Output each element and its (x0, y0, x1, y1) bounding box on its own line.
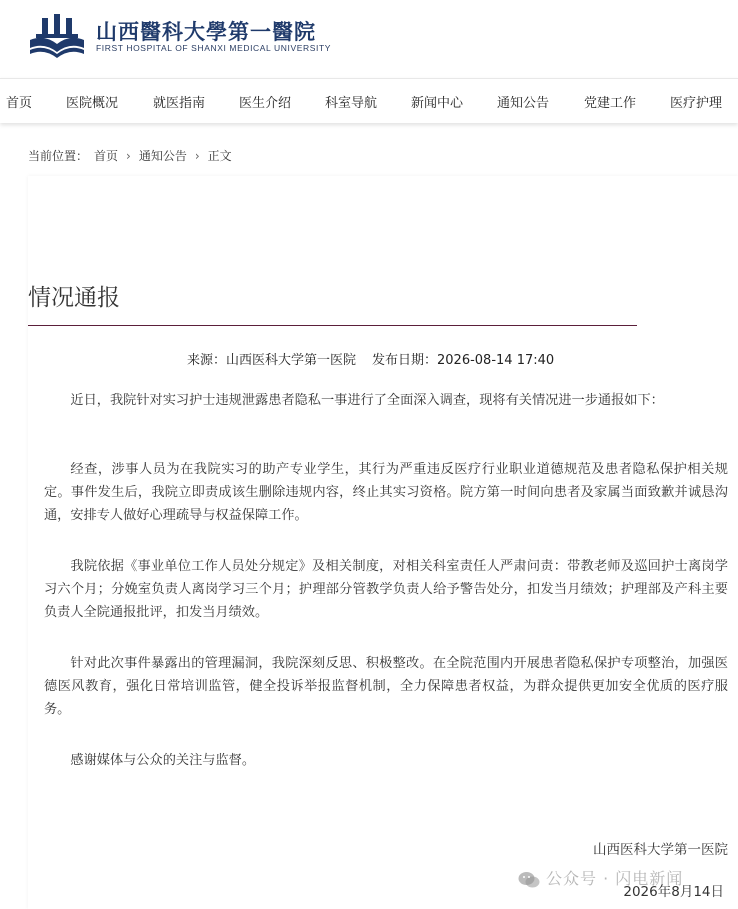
nav-item-party[interactable]: 党建工作 (584, 96, 637, 111)
nav-item-nursing[interactable]: 医疗护理 (670, 96, 723, 111)
article-publish-date: 发布日期：2026-08-14 17:40 (372, 353, 555, 368)
article-sign-date: 2026年8月14日 (623, 884, 724, 900)
breadcrumb (28, 147, 232, 164)
article-source: 来源：山西医科大学第一医院 (187, 353, 357, 368)
nav-item-home[interactable]: 首页 (6, 96, 33, 111)
title-divider (28, 325, 637, 326)
article-paragraph: 经查，涉事人员为在我院实习的助产专业学生，其行为严重违反医疗行业职业道德规范及患者隐私保护相关规定。事件发生后，我院立即责成该生删除违规内容，终止其实习资格。院方第一时间向患者及家属当面致歉并诚恳沟通，安排专人做好心理疏导与权益保障工作。 (44, 462, 728, 523)
main-nav (0, 78, 738, 123)
nav-item-overview[interactable]: 医院概况 (66, 96, 119, 111)
wechat-icon (518, 871, 540, 889)
article-card (28, 176, 738, 909)
hospital-logo[interactable] (28, 14, 332, 60)
watermark-text: 公众号 · 闪电新闻 (546, 869, 684, 888)
breadcrumb-home[interactable]: 首页 (94, 149, 119, 163)
article-paragraph: 针对此次事件暴露出的管理漏洞，我院深刻反思、积极整改。在全院范围内开展患者隐私保护专项整治，加强医德医风教育，强化日常培训监管，健全投诉举报监督机制，全力保障患者权益，为群众提供更加安全优质的医疗服务。 (44, 656, 728, 717)
article-paragraph: 近日，我院针对实习护士违规泄露患者隐私一事进行了全面深入调查，现将有关情况进一步通报如下： (70, 393, 664, 408)
logo-english-name: FIRST HOSPITAL OF SHANXI MEDICAL UNIVERSITY (96, 43, 332, 53)
article-title: 情况通报 (28, 285, 120, 312)
breadcrumb-current: 正文 (207, 149, 232, 163)
article-signature: 山西医科大学第一医院 (593, 842, 728, 858)
nav-item-notices[interactable]: 通知公告 (497, 96, 550, 111)
chevron-right-icon: › (126, 148, 131, 163)
nav-item-news[interactable]: 新闻中心 (411, 96, 464, 111)
article-paragraph: 感谢媒体与公众的关注与监督。 (70, 753, 256, 768)
breadcrumb-prefix: 当前位置： (28, 149, 89, 163)
logo-chinese-name: 山西醫科大學第一醫院 (96, 19, 316, 44)
hospital-emblem-icon (28, 14, 86, 58)
article-meta (187, 349, 554, 368)
nav-item-departments[interactable]: 科室导航 (325, 96, 378, 111)
site-header (0, 0, 738, 78)
nav-item-guide[interactable]: 就医指南 (153, 96, 206, 111)
nav-item-doctors[interactable]: 医生介绍 (239, 96, 292, 111)
breadcrumb-notices[interactable]: 通知公告 (138, 149, 187, 163)
chevron-right-icon: › (194, 148, 200, 163)
article-paragraph: 我院依据《事业单位工作人员处分规定》及相关制度，对相关科室责任人严肃问责：带教老师及巡回护士离岗学习六个月；分娩室负责人离岗学习三个月；护理部分管教学负责人给予警告处分，扣发当月绩效；护理部及产科主要负责人全院通报批评，扣发当月绩效。 (44, 559, 728, 620)
